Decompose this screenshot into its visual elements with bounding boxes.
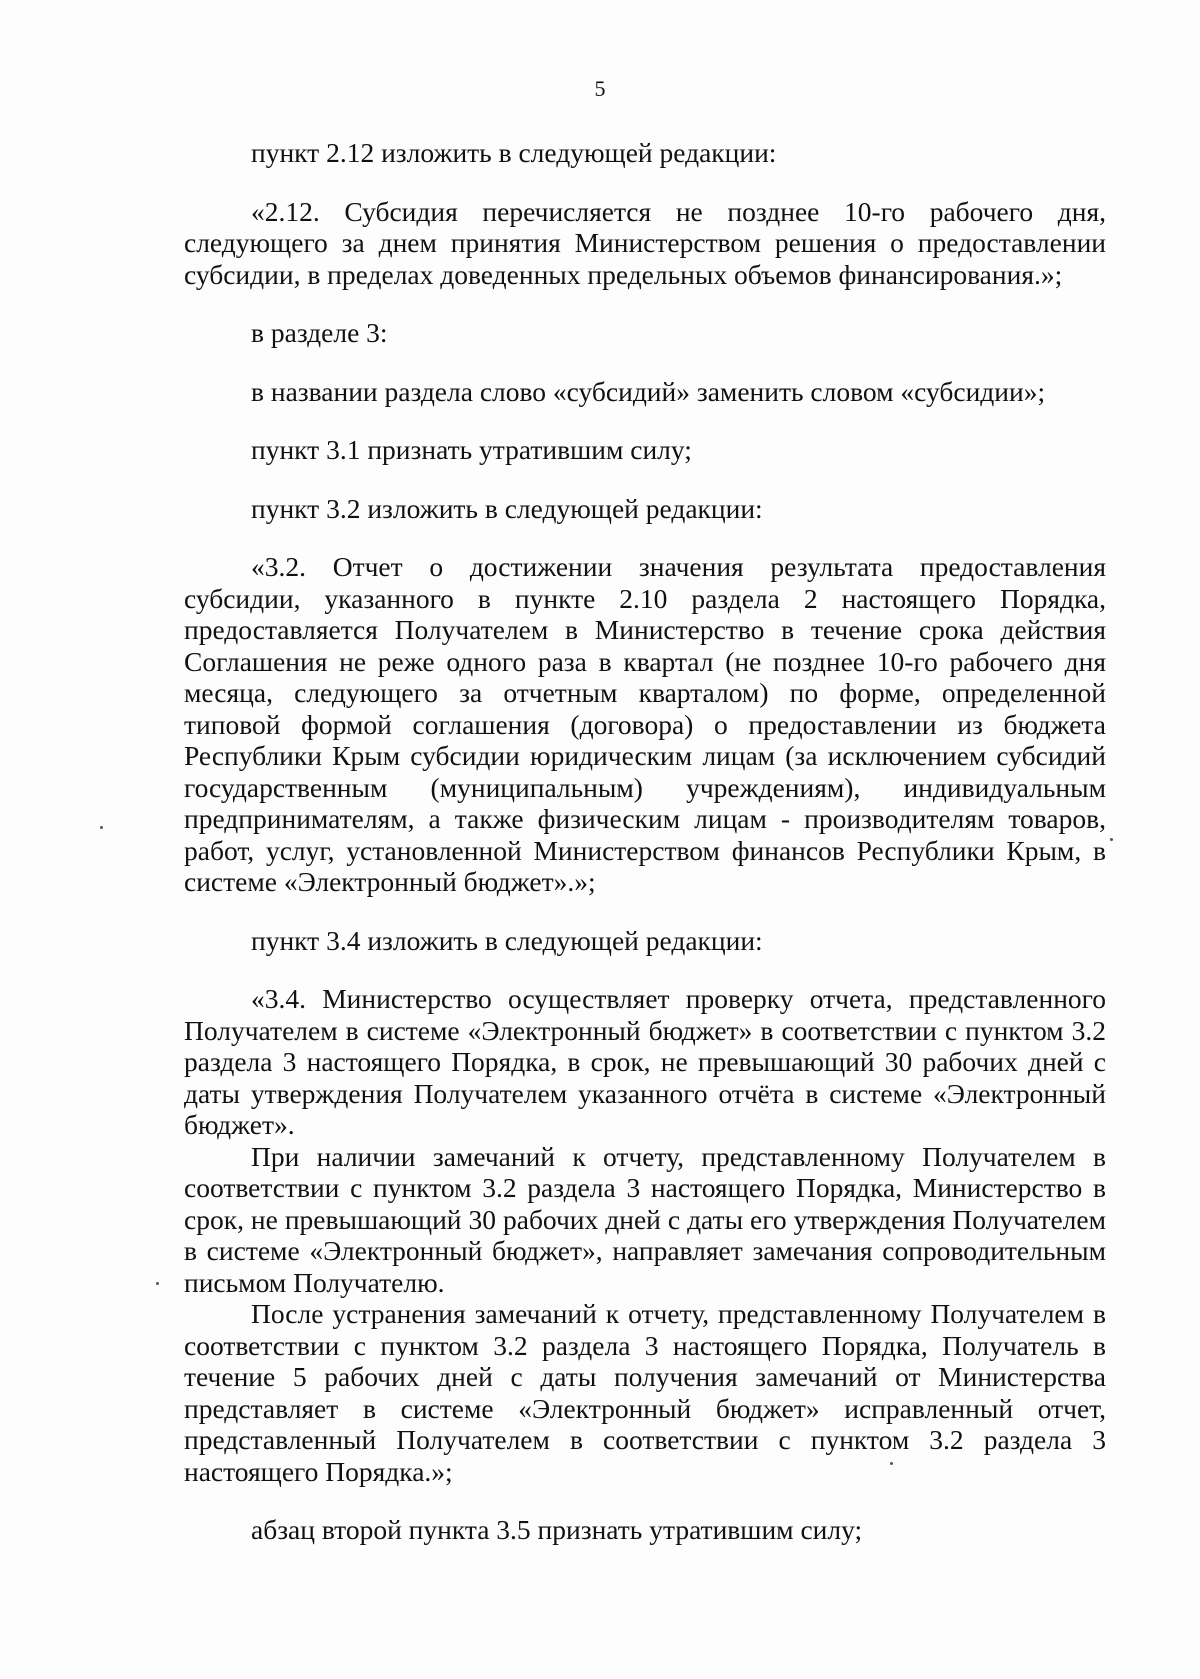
paragraph-item-3-1: пункт 3.1 признать утратившим силу; — [251, 434, 692, 465]
paragraph-after-remarks: После устранения замечаний к отчету, представленному Получателем в соответствии с пунктом 3.2 раздела 3 настоящего Порядка, Получатель в течение 5 рабочих дней с даты получения замечаний от Министерства представляет в системе «Электронный бюджет» исправленный отчет, представленный Получателем в соответствии с пунктом 3.2 раздела 3 настоящего Порядка.»; — [184, 1298, 1106, 1487]
document-body — [184, 137, 1106, 1546]
scan-speck — [1110, 838, 1113, 841]
paragraph-item-3-4-text: «3.4. Министерство осуществляет проверку отчета, представленного Получателем в системе «Электронный бюджет» в соответствии с пунктом 3.2 раздела 3 настоящего Порядка, в срок, не превышающий 30 рабочих дней с даты утверждения Получателем указанного отчёта в системе «Электронный бюджет». — [184, 983, 1106, 1140]
paragraph-item-3-5: абзац второй пункта 3.5 признать утратившим силу; — [251, 1514, 863, 1545]
paragraph-section-3: в разделе 3: — [251, 317, 388, 348]
paragraph-section-title-change: в названии раздела слово «субсидий» заменить словом «субсидии»; — [251, 375, 1046, 407]
paragraph-remarks: При наличии замечаний к отчету, представленному Получателем в соответствии с пунктом 3.2 раздела 3 настоящего Порядка, Министерство в срок, не превышающий 30 рабочих дней с даты его утверждения Получателем в системе «Электронный бюджет», направляет замечания сопроводительным письмом Получателю. — [184, 1140, 1106, 1298]
scan-speck — [100, 826, 103, 829]
scan-speck — [156, 1282, 159, 1285]
scan-speck — [890, 1462, 893, 1465]
page-number: 5 — [594, 76, 606, 101]
paragraph-item-2-12-intro: пункт 2.12 изложить в следующей редакции: — [251, 137, 777, 168]
paragraph-item-2-12-text: «2.12. Субсидия перечисляется не позднее 10-го рабочего дня, следующего за днем принятия Министерством решения о предоставлении субсидии, в пределах доведенных предельных объемов финансирования.»; — [184, 195, 1106, 290]
paragraph-item-3-2-intro: пункт 3.2 изложить в следующей редакции: — [251, 492, 763, 524]
paragraph-item-3-4-intro: пункт 3.4 изложить в следующей редакции: — [251, 924, 763, 956]
paragraph-item-3-2-text: «3.2. Отчет о достижении значения результата предоставления субсидии, указанного в пункте 2.10 раздела 2 настоящего Порядка, предоставляется Получателем в Министерство в течение срока действия Соглашения не реже одного раза в квартал (не позднее 10-го рабочего дня месяца, следующего за отчетным кварталом) по форме, определенной типовой формой соглашения (договора) о предоставлении из бюджета Республики Крым субсидии юридическим лицам (за исключением субсидий государственным (муниципальным) учреждениям), индивидуальным предпринимателям, а также физическим лицам - производителям товаров, работ, услуг, установленной Министерством финансов Республики Крым, в системе «Электронный бюджет».»; — [184, 551, 1106, 897]
